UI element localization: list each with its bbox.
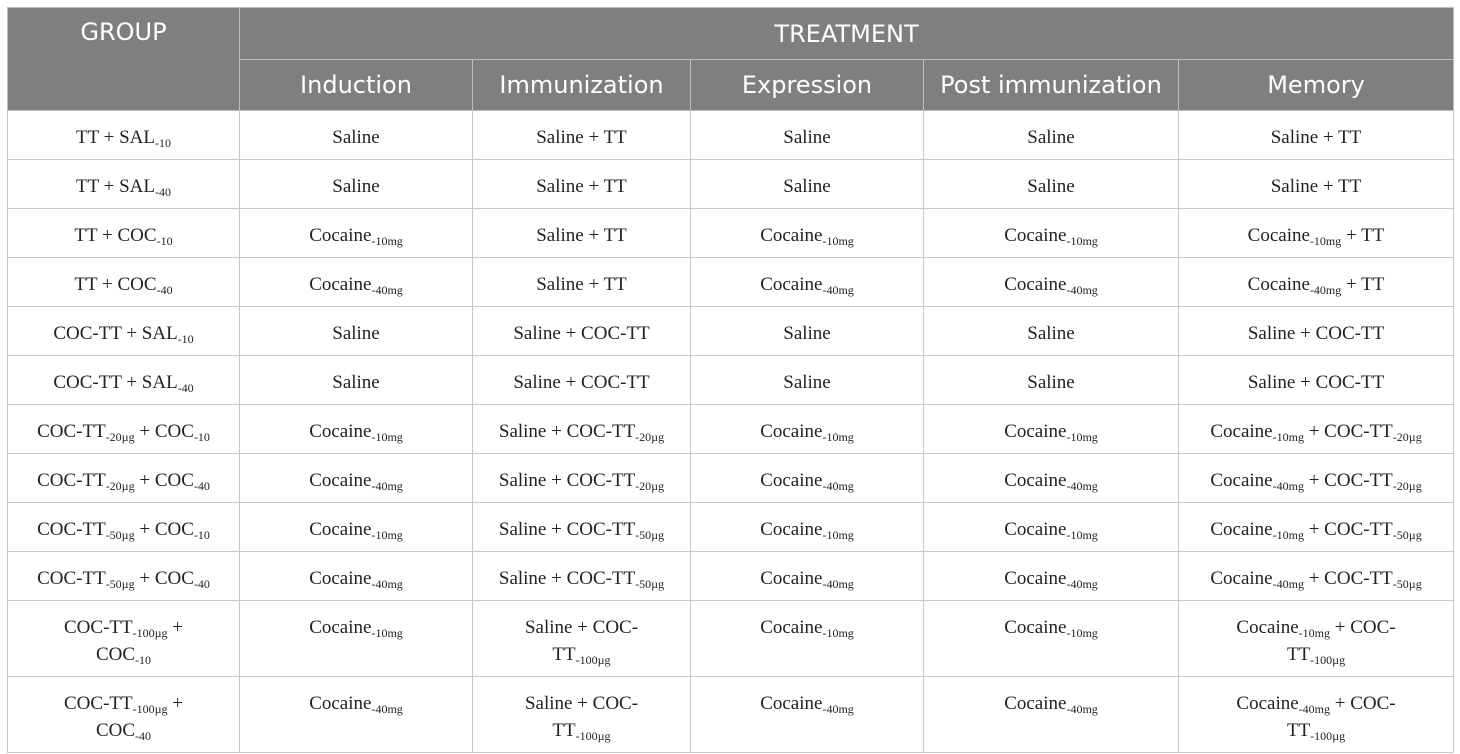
cell-group: COC-$TT_{-50\mu g} + COC_{-40}$ — [8, 552, 240, 601]
header-immunization: Immunization — [473, 60, 691, 111]
table-row — [8, 405, 1454, 454]
table-body — [8, 111, 1454, 753]
cell-induction: Cocaine$_{-10mg}$ — [240, 503, 473, 552]
cell-expression: Saline — [691, 111, 924, 160]
cell-induction: Saline — [240, 356, 473, 405]
cell-immunization: Saline + TT — [473, 160, 691, 209]
table-row — [8, 503, 1454, 552]
cell-post-immunization: Cocaine$_{-10mg}$ — [924, 405, 1179, 454]
cell-post-immunization: Cocaine$_{-40mg}$ — [924, 552, 1179, 601]
cell-post-immunization: Cocaine$_{-10mg}$ — [924, 209, 1179, 258]
table-row — [8, 209, 1454, 258]
cell-immunization: Saline + COC-TT — [473, 307, 691, 356]
cell-post-immunization: Saline — [924, 111, 1179, 160]
cell-group: COC-$TT_{-100\mu g}$ + $COC_{-40}$ — [8, 677, 240, 753]
cell-post-immunization: Cocaine$_{-40mg}$ — [924, 677, 1179, 753]
cell-immunization: Saline + COC- $TT_{-100\mu g}$ — [473, 601, 691, 677]
cell-memory: Saline + TT — [1179, 160, 1454, 209]
cell-memory: Cocaine$_{-10mg}$ + COC- $TT_{-100\mu g}$ — [1179, 601, 1454, 677]
cell-group: COC-$TT_{-100\mu g}$ + $COC_{-10}$ — [8, 601, 240, 677]
header-induction: Induction — [240, 60, 473, 111]
cell-immunization: Saline + COC-$TT_{-20\mu g}$ — [473, 454, 691, 503]
cell-expression: Cocaine$_{-10mg}$ — [691, 601, 924, 677]
cell-group: COC-$TT_{-20\mu g} + COC_{-10}$ — [8, 405, 240, 454]
cell-expression: Cocaine$_{-40mg}$ — [691, 677, 924, 753]
cell-group: $COC-TT + SAL_{-40}$ — [8, 356, 240, 405]
cell-immunization: Saline + COC-$TT_{-20\mu g}$ — [473, 405, 691, 454]
header-expression: Expression — [691, 60, 924, 111]
cell-memory: Cocaine$_{-40mg}$ + COC-$TT_{-20\mu g}$ — [1179, 454, 1454, 503]
cell-expression: Cocaine$_{-10mg}$ — [691, 209, 924, 258]
cell-induction: Cocaine$_{-40mg}$ — [240, 552, 473, 601]
cell-induction: Saline — [240, 307, 473, 356]
cell-memory: Cocaine$_{-10mg}$ + TT — [1179, 209, 1454, 258]
table-row — [8, 454, 1454, 503]
cell-immunization: Saline + COC-$TT_{-50\mu g}$ — [473, 552, 691, 601]
cell-induction: Cocaine$_{-10mg}$ — [240, 209, 473, 258]
cell-expression: Cocaine$_{-40mg}$ — [691, 454, 924, 503]
cell-post-immunization: Cocaine$_{-40mg}$ — [924, 454, 1179, 503]
table-row — [8, 258, 1454, 307]
cell-induction: Cocaine$_{-40mg}$ — [240, 454, 473, 503]
cell-immunization: Saline + COC- $TT_{-100\mu g}$ — [473, 677, 691, 753]
cell-induction: Saline — [240, 111, 473, 160]
cell-immunization: Saline + COC-$TT_{-50\mu g}$ — [473, 503, 691, 552]
cell-post-immunization: Saline — [924, 160, 1179, 209]
cell-group: TT + $COC_{-10}$ — [8, 209, 240, 258]
cell-memory: Cocaine$_{-40mg}$ + COC- $TT_{-100\mu g}$ — [1179, 677, 1454, 753]
table-row — [8, 601, 1454, 677]
cell-induction: Cocaine$_{-40mg}$ — [240, 258, 473, 307]
cell-post-immunization: Saline — [924, 356, 1179, 405]
cell-memory: Cocaine$_{-40mg}$ + TT — [1179, 258, 1454, 307]
cell-post-immunization: Cocaine$_{-10mg}$ — [924, 503, 1179, 552]
cell-expression: Cocaine$_{-10mg}$ — [691, 405, 924, 454]
cell-group: TT + $COC_{-40}$ — [8, 258, 240, 307]
cell-group: COC-$TT_{-20\mu g} + COC_{-40}$ — [8, 454, 240, 503]
table-row — [8, 552, 1454, 601]
cell-immunization: Saline + TT — [473, 258, 691, 307]
cell-group: TT + $SAL_{-40}$ — [8, 160, 240, 209]
table-row — [8, 677, 1454, 753]
cell-group: TT + $SAL_{-10}$ — [8, 111, 240, 160]
cell-memory: Cocaine$_{-10mg}$ + COC-$TT_{-20\mu g}$ — [1179, 405, 1454, 454]
cell-memory: Saline + TT — [1179, 111, 1454, 160]
table-row — [8, 160, 1454, 209]
cell-post-immunization: Cocaine$_{-10mg}$ — [924, 601, 1179, 677]
cell-expression: Cocaine$_{-40mg}$ — [691, 258, 924, 307]
cell-memory: Cocaine$_{-40mg}$ + COC-$TT_{-50\mu g}$ — [1179, 552, 1454, 601]
cell-induction: Cocaine$_{-10mg}$ — [240, 601, 473, 677]
header-treatment: TREATMENT — [240, 8, 1454, 60]
header-group: GROUP — [8, 8, 240, 111]
cell-induction: Saline — [240, 160, 473, 209]
cell-expression: Cocaine$_{-10mg}$ — [691, 503, 924, 552]
cell-post-immunization: Saline — [924, 307, 1179, 356]
cell-expression: Saline — [691, 160, 924, 209]
cell-expression: Cocaine$_{-40mg}$ — [691, 552, 924, 601]
cell-immunization: Saline + TT — [473, 111, 691, 160]
cell-induction: Cocaine$_{-10mg}$ — [240, 405, 473, 454]
cell-post-immunization: Cocaine$_{-40mg}$ — [924, 258, 1179, 307]
cell-immunization: Saline + COC-TT — [473, 356, 691, 405]
table-header — [8, 8, 1454, 111]
cell-memory: Saline + COC-TT — [1179, 307, 1454, 356]
cell-group: $COC-TT + SAL_{-10}$ — [8, 307, 240, 356]
header-memory: Memory — [1179, 60, 1454, 111]
cell-memory: Saline + COC-TT — [1179, 356, 1454, 405]
cell-immunization: Saline + TT — [473, 209, 691, 258]
table-row — [8, 111, 1454, 160]
header-post-immunization: Post immunization — [924, 60, 1179, 111]
cell-induction: Cocaine$_{-40mg}$ — [240, 677, 473, 753]
cell-group: COC-$TT_{-50\mu g} + COC_{-10}$ — [8, 503, 240, 552]
cell-expression: Saline — [691, 356, 924, 405]
table-row — [8, 356, 1454, 405]
cell-expression: Saline — [691, 307, 924, 356]
cell-memory: Cocaine$_{-10mg}$ + COC-$TT_{-50\mu g}$ — [1179, 503, 1454, 552]
table-row — [8, 307, 1454, 356]
treatment-table — [7, 7, 1454, 753]
treatment-table-wrapper — [7, 7, 1454, 753]
